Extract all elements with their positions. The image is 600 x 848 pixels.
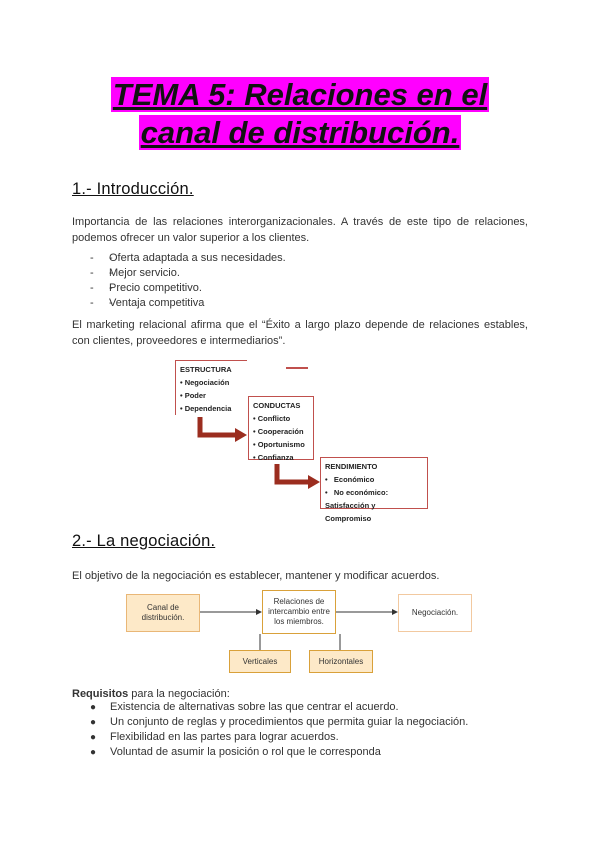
estructura-border-top bbox=[175, 360, 247, 361]
list-item: - - Oferta adaptada a sus necesidades. bbox=[90, 251, 286, 266]
rendimiento-title: RENDIMIENTO bbox=[325, 462, 378, 471]
list-item: ● Flexibilidad en las partes para lograr acuerdos. bbox=[90, 731, 339, 743]
conductas-box bbox=[248, 396, 314, 460]
estructura-box bbox=[175, 360, 247, 414]
estructura-title: ESTRUCTURA bbox=[180, 365, 232, 374]
list-item: ● Existencia de alternativas sobre las que centrar el acuerdo. bbox=[90, 701, 399, 713]
verticales-box: Verticales bbox=[229, 650, 291, 673]
divider bbox=[286, 367, 308, 369]
list-item: • Conflicto bbox=[253, 414, 291, 423]
list-item: • Oportunismo bbox=[253, 440, 305, 449]
requisitos-rest: para la negociación: bbox=[128, 688, 230, 700]
rendimiento-box bbox=[320, 457, 428, 523]
list-item: ● Un conjunto de reglas y procedimientos que permita guiar la negociación. bbox=[90, 716, 469, 728]
section-heading-negociacion: 2.- La negociación. bbox=[72, 532, 216, 550]
list-item: • Negociación bbox=[180, 378, 230, 387]
conductas-title: CONDUCTAS bbox=[253, 401, 301, 410]
list-item: • Poder bbox=[180, 391, 206, 400]
horizontales-box: Horizontales bbox=[309, 650, 373, 673]
estructura-border-left bbox=[175, 360, 176, 415]
list-item: - - Ventaja competitiva bbox=[90, 296, 286, 311]
arrow-icon bbox=[195, 415, 255, 445]
marketing-paragraph: El marketing relacional afirma que el “Éxito a largo plazo depende de relaciones estables, con clientes, proveedores e intermediarios”. bbox=[72, 319, 528, 347]
list-item: • Económico bbox=[325, 475, 375, 484]
list-item: • No económico: bbox=[325, 488, 389, 497]
arrow-icon bbox=[336, 606, 400, 618]
requisitos-list bbox=[90, 700, 468, 760]
list-item: • Confianza bbox=[253, 453, 294, 462]
list-item: - - Mejor servicio. bbox=[90, 266, 286, 281]
canal-box: Canal de distribución. bbox=[126, 594, 200, 632]
requisitos-bold: Requisitos bbox=[72, 688, 129, 700]
benefits-list bbox=[90, 251, 286, 311]
list-item: ● Voluntad de asumir la posición o rol que le corresponda bbox=[90, 746, 381, 758]
arrow-icon bbox=[272, 462, 328, 492]
list-item: - - Precio competitivo. bbox=[90, 281, 286, 296]
relaciones-box: Relaciones de intercambio entre los miembros. bbox=[262, 590, 336, 634]
section-heading-introduccion: 1.- Introducción. bbox=[72, 180, 194, 198]
document-title: TEMA 5: Relaciones en el canal de distribución. bbox=[112, 77, 488, 150]
negociacion-box: Negociación. bbox=[398, 594, 472, 632]
objective-paragraph: El objetivo de la negociación es establecer, mantener y modificar acuerdos. bbox=[72, 570, 440, 582]
rendimiento-footer: Satisfacción y Compromiso bbox=[325, 501, 376, 523]
connector-lines bbox=[255, 634, 345, 652]
list-item: • Cooperación bbox=[253, 427, 304, 436]
list-item: • Dependencia bbox=[180, 404, 232, 413]
intro-paragraph: Importancia de las relaciones interorganizacionales. A través de este tipo de relaciones, podemos ofrecer un valor superior a los clientes. bbox=[72, 216, 528, 244]
arrow-icon bbox=[200, 606, 264, 618]
